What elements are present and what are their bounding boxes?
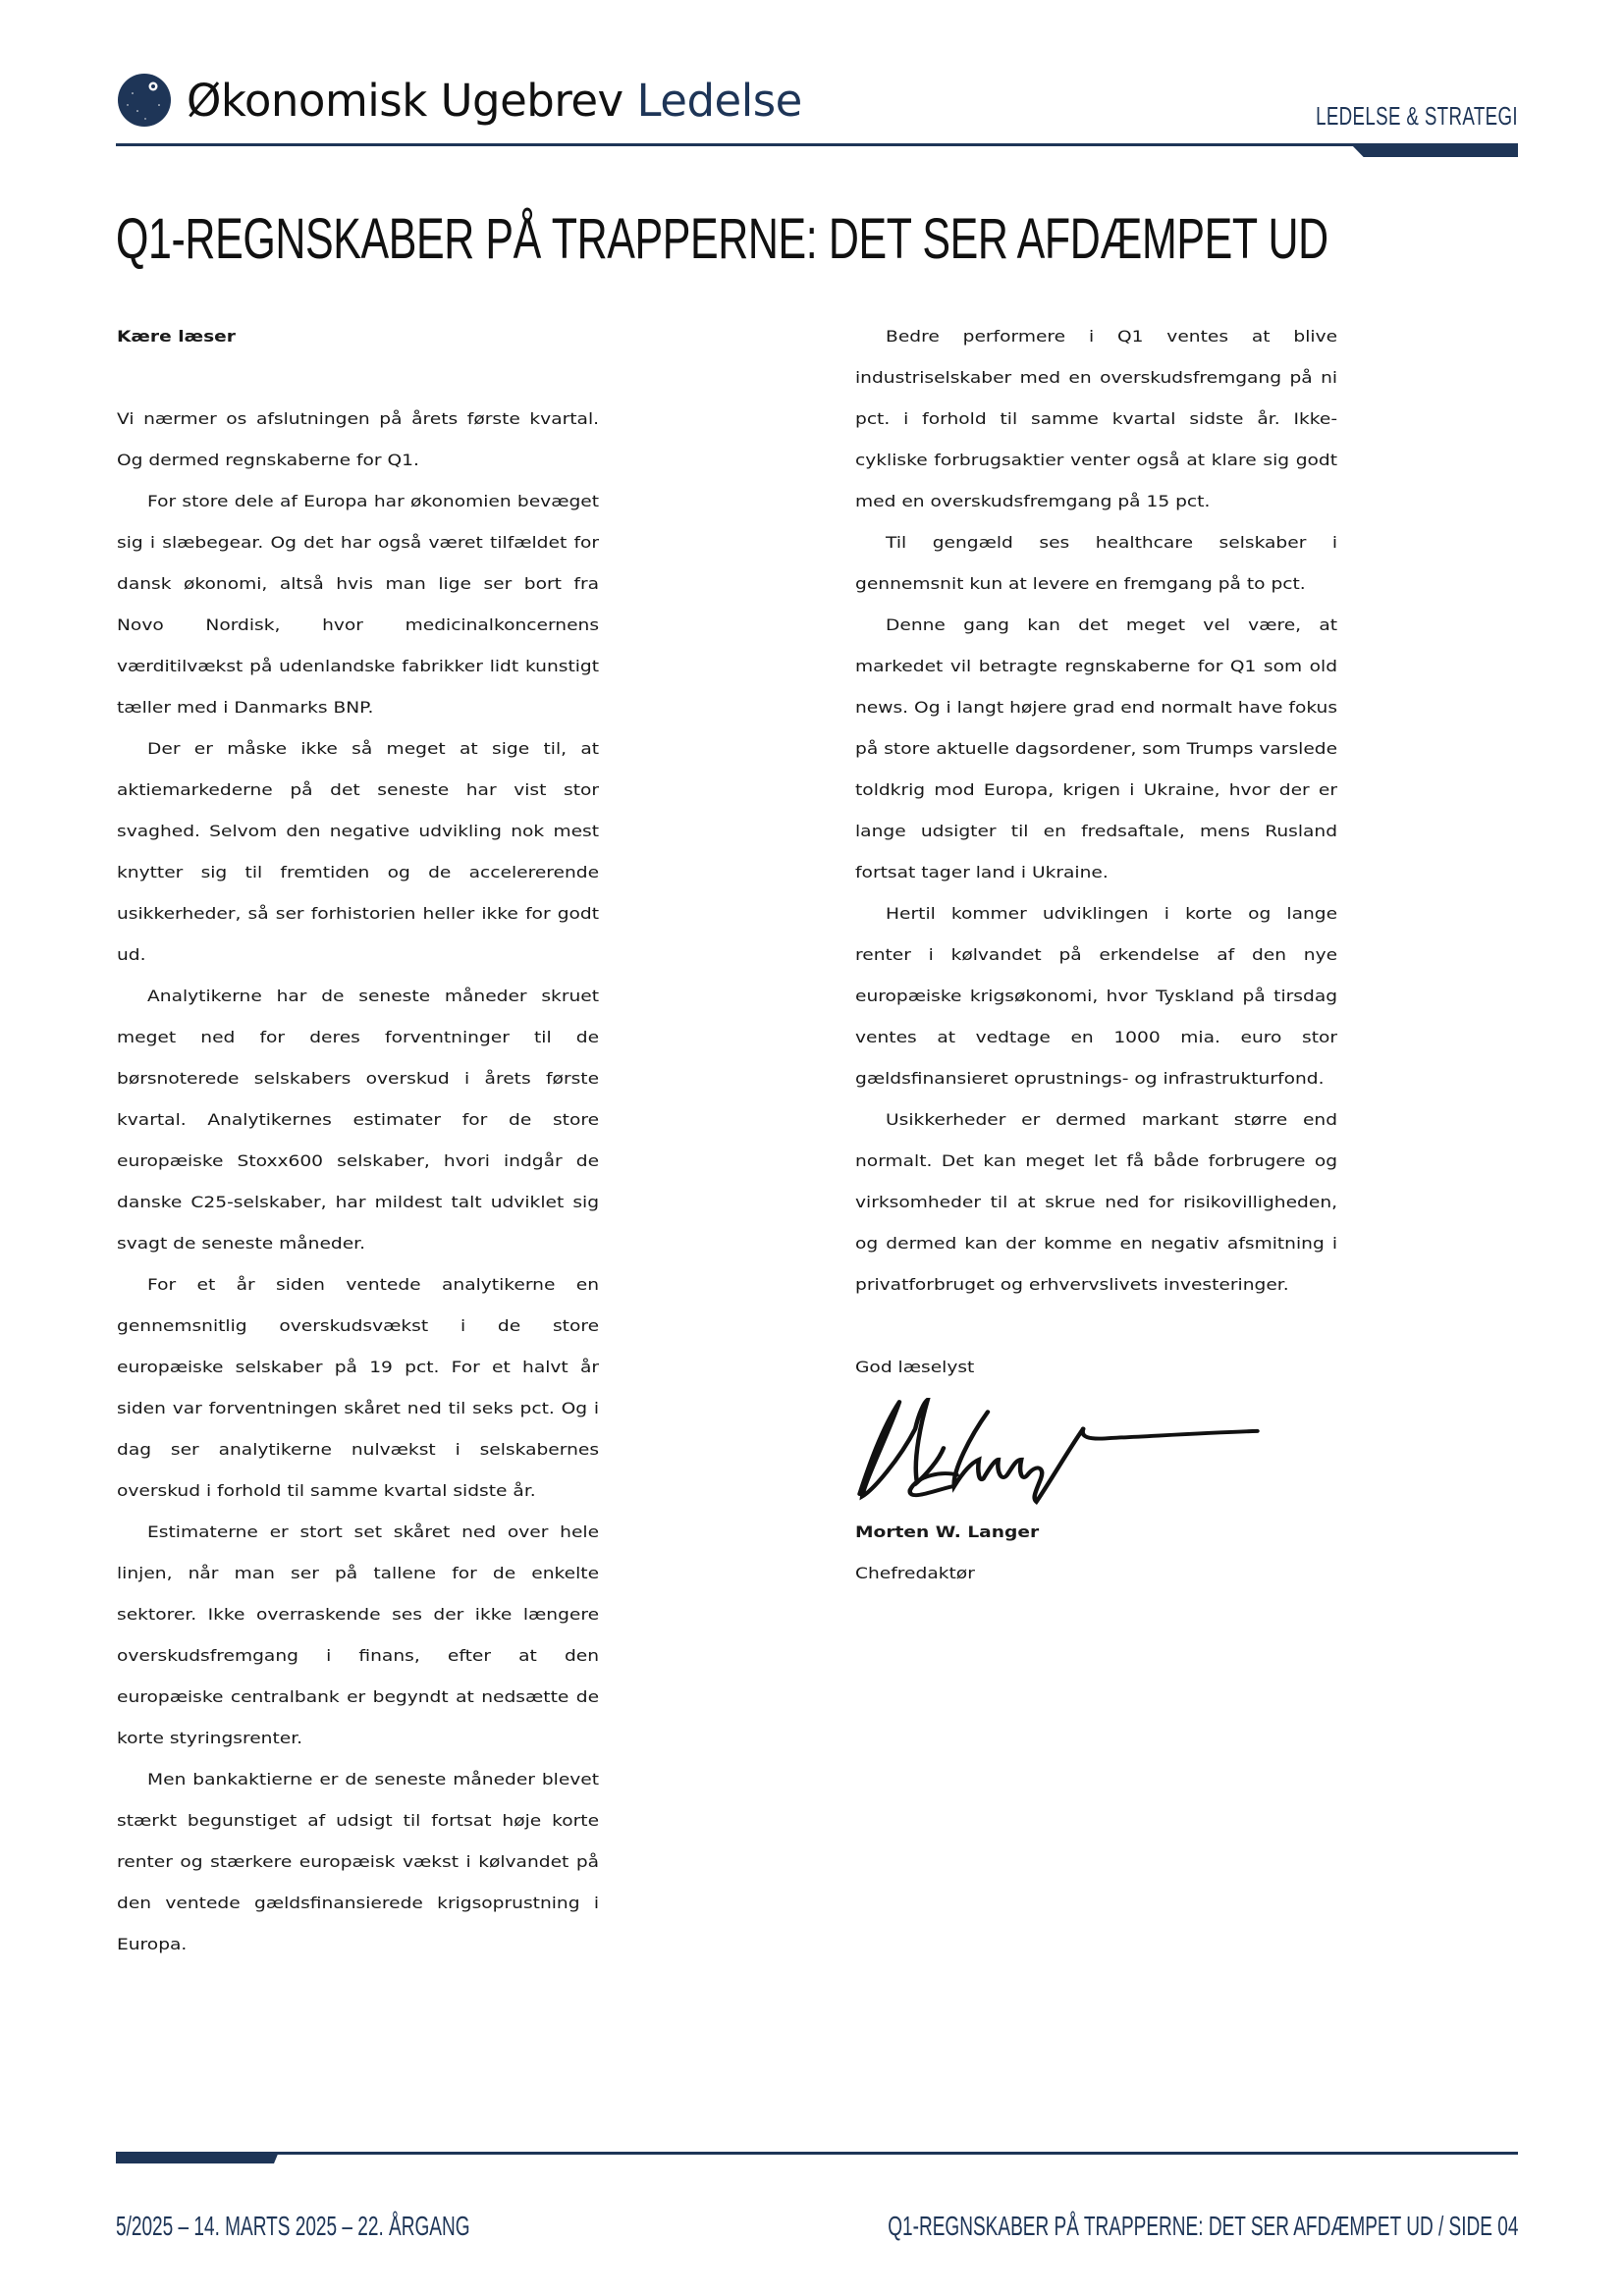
- paragraph: For et år siden ventede analytikerne en gennemsnitlig overskudsvækst i de store europæiske selskaber på 19 pct. For et halvt år siden var forventningen skåret ned til seks pct. Og i dag ser analytikerne nulvækst i selskabernes overskud i forhold til samme kvartal sidste år.: [117, 1275, 600, 1500]
- author-role: Chefredaktør: [855, 1564, 975, 1582]
- salutation: Kære læser: [117, 327, 237, 346]
- header-divider-tab: [1350, 143, 1518, 157]
- right-column: [855, 316, 1337, 1594]
- author-name: Morten W. Langer: [855, 1522, 1040, 1541]
- brand-main: Økonomisk Ugebrev: [187, 74, 623, 127]
- article-title: Q1-REGNSKABER PÅ TRAPPERNE: DET SER AFDÆMPET UD: [116, 207, 1328, 271]
- issue-info: 5/2025 – 14. MARTS 2025 – 22. ÅRGANG: [116, 2211, 470, 2241]
- signature-image: [855, 1398, 1262, 1506]
- section-label: LEDELSE & STRATEGI: [1316, 101, 1518, 131]
- footer-divider-tab: [116, 2152, 279, 2163]
- brand-name: [187, 75, 802, 127]
- paragraph: For store dele af Europa har økonomien bevæget sig i slæbegear. Og det har også været tilfældet for dansk økonomi, altså hvis man lige ser bort fra Novo Nordisk, hvor medicinalkoncernens værditilvækst på udenlandske fabrikker lidt kunstigt tæller med i Danmarks BNP.: [117, 492, 600, 717]
- paragraph: Bedre performere i Q1 ventes at blive industriselskaber med en overskudsfremgang på ni pct. i forhold til samme kvartal sidste år. Ikke-cykliske forbrugsaktier venter også at klare sig godt med en overskudsfremgang på 15 pct.: [855, 327, 1338, 510]
- paragraph: Usikkerheder er dermed markant større end normalt. Det kan meget let få både forbrugere og virksomheder til at skrue ned for risikovilligheden, og dermed kan der komme en negativ afsmitning i privatforbruget og erhvervslivets investeringer.: [855, 1110, 1338, 1294]
- paragraph: Estimaterne er stort set skåret ned over hele linjen, når man ser på tallene for de enkelte sektorer. Ikke overraskende ses der ikke længere overskudsfremgang i finans, efter at den europæiske centralbank er begyndt at nedsætte de korte styringsrenter.: [117, 1522, 600, 1747]
- paragraph: Denne gang kan det meget vel være, at markedet vil betragte regnskaberne for Q1 som old news. Og i langt højere grad end normalt have fokus på store aktuelle dagsordener, som Trumps varslede toldkrig mod Europa, krigen i Ukraine, hvor der er lange udsigter til en fredsaftale, mens Rusland fortsat tager land i Ukraine.: [855, 615, 1338, 881]
- left-column: [117, 316, 599, 1965]
- running-title: Q1-REGNSKABER PÅ TRAPPERNE: DET SER AFDÆMPET UD / SIDE 04: [887, 2211, 1518, 2241]
- header-divider: [116, 143, 1518, 146]
- paragraph: Hertil kommer udviklingen i korte og lange renter i kølvandet på erkendelse af den nye europæiske krigsøkonomi, hvor Tyskland på tirsdag ventes at vedtage en 1000 mia. euro stor gældsfinansieret oprustnings- og infrastrukturfond.: [855, 904, 1338, 1088]
- paragraph: Analytikerne har de seneste måneder skruet meget ned for deres forventninger til de børsnoterede selskabers overskud i årets første kvartal. Analytikernes estimater for de store europæiske Stoxx600 selskaber, hvori indgår de danske C25-selskaber, har mildest talt udviklet sig svagt de seneste måneder.: [117, 987, 600, 1253]
- paragraph: Der er måske ikke så meget at sige til, at aktiemarkederne på det seneste har vist stor svaghed. Selvom den negative udvikling nok mest knytter sig til fremtiden og de accelererende usikkerheder, så ser forhistorien heller ikke for godt ud.: [117, 739, 600, 964]
- globe-logo-icon: [116, 72, 173, 129]
- footer-divider: [116, 2152, 1518, 2155]
- paragraph: Men bankaktierne er de seneste måneder blevet stærkt begunstiget af udsigt til fortsat høje korte renter og stærkere europæisk vækst i kølvandet på den ventede gældsfinansierede krigsoprustning i Europa.: [117, 1770, 600, 1953]
- paragraph: Til gengæld ses healthcare selskaber i gennemsnit kun at levere en fremgang på to pct.: [855, 533, 1338, 593]
- paragraph: Vi nærmer os afslutningen på årets første kvartal. Og dermed regnskaberne for Q1.: [117, 409, 600, 469]
- closing-line: God læselyst: [855, 1358, 975, 1376]
- masthead: [116, 69, 802, 132]
- brand-accent: Ledelse: [636, 74, 802, 127]
